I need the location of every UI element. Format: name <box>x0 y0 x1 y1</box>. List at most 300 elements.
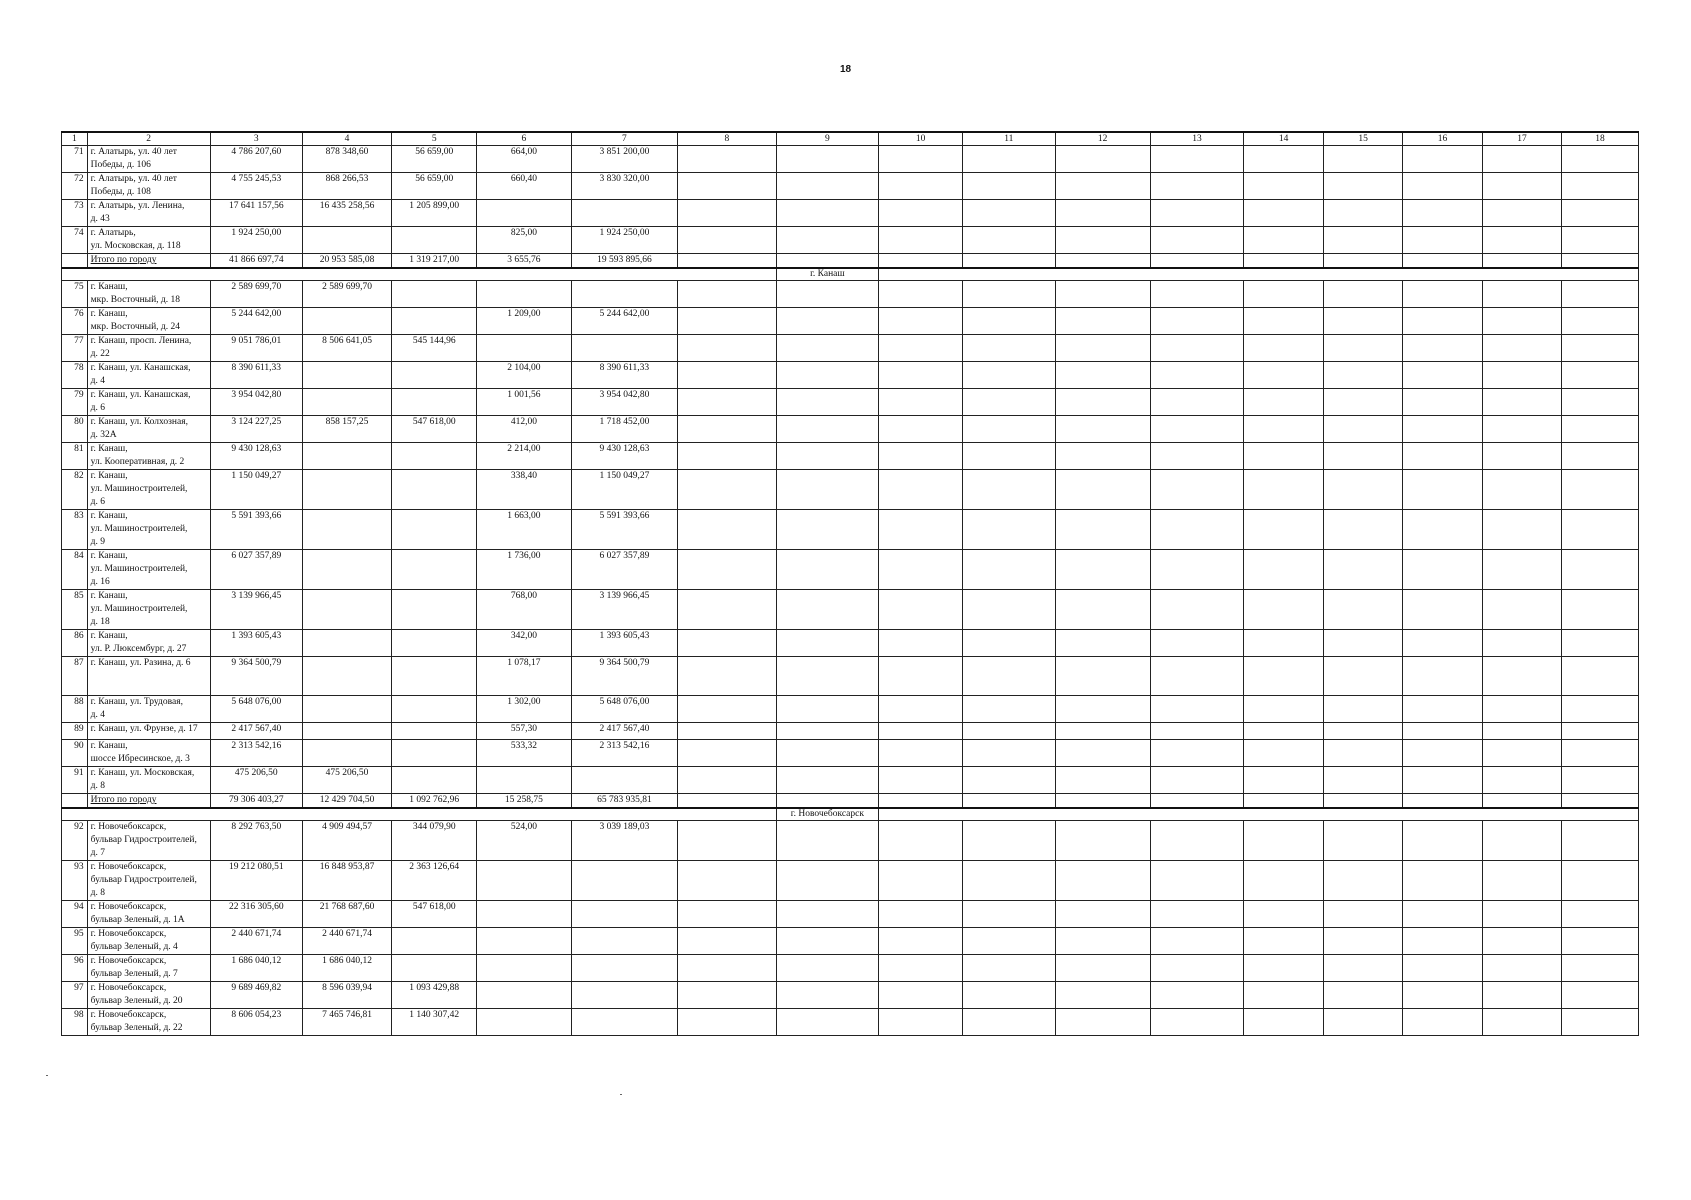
empty-cell <box>963 955 1055 982</box>
empty-cell <box>1055 861 1150 901</box>
empty-cell <box>678 590 776 630</box>
empty-cell <box>776 308 879 335</box>
value-cell-c7: 3 039 189,03 <box>571 821 678 861</box>
value-cell-c7: 1 924 250,00 <box>571 227 678 254</box>
address-cell: г. Канаш, ул. Разина, д. 6 <box>87 657 210 696</box>
empty-cell <box>879 590 963 630</box>
empty-cell <box>879 389 963 416</box>
value-cell-c7 <box>571 955 678 982</box>
empty-cell <box>1055 200 1150 227</box>
value-cell-c3: 5 591 393,66 <box>210 510 302 550</box>
empty-cell <box>879 510 963 550</box>
empty-cell <box>963 550 1055 590</box>
address-cell: г. Алатырь, ул. 40 лет Победы, д. 108 <box>87 173 210 200</box>
value-cell-c3: 1 393 605,43 <box>210 630 302 657</box>
empty-cell <box>776 362 879 389</box>
total-label: Итого по городу <box>87 254 210 269</box>
value-cell-c3: 9 051 786,01 <box>210 335 302 362</box>
row-number: 72 <box>62 173 88 200</box>
table-row <box>62 389 1639 416</box>
value-cell-c5: 344 079,90 <box>392 821 477 861</box>
empty-cell <box>1150 861 1243 901</box>
empty-cell <box>1483 335 1562 362</box>
value-cell-c7: 6 027 357,89 <box>571 550 678 590</box>
empty-cell <box>1150 173 1243 200</box>
empty-cell <box>879 723 963 740</box>
value-cell-c5 <box>392 657 477 696</box>
empty-cell <box>1150 723 1243 740</box>
empty-cell <box>1561 982 1638 1009</box>
value-cell-c7 <box>571 1009 678 1036</box>
value-cell-c3: 475 206,50 <box>210 767 302 794</box>
empty-cell <box>879 443 963 470</box>
value-cell-c3: 19 212 080,51 <box>210 861 302 901</box>
empty-cell <box>776 227 879 254</box>
value-cell-c4 <box>302 723 391 740</box>
empty-cell <box>963 200 1055 227</box>
empty-cell <box>1403 723 1483 740</box>
column-number-cell: 17 <box>1483 132 1562 146</box>
value-cell-c7: 65 783 935,81 <box>571 794 678 809</box>
empty-cell <box>1055 821 1150 861</box>
empty-cell <box>1483 821 1562 861</box>
empty-cell <box>776 443 879 470</box>
empty-cell <box>678 227 776 254</box>
city-section-row <box>62 268 1639 281</box>
empty-cell <box>1150 362 1243 389</box>
row-number: 78 <box>62 362 88 389</box>
empty-cell <box>1324 308 1403 335</box>
empty-cell <box>1324 146 1403 173</box>
value-cell-c3: 4 755 245,53 <box>210 173 302 200</box>
value-cell-c7 <box>571 767 678 794</box>
empty-cell <box>1244 723 1324 740</box>
value-cell-c6: 338,40 <box>477 470 571 510</box>
empty-cell <box>1150 657 1243 696</box>
empty-cell <box>1324 901 1403 928</box>
empty-cell <box>1324 443 1403 470</box>
empty-cell <box>1150 928 1243 955</box>
empty-cell <box>1244 794 1324 809</box>
empty-cell <box>1403 590 1483 630</box>
value-cell-c5 <box>392 928 477 955</box>
empty-cell <box>1244 821 1324 861</box>
value-cell-c7 <box>571 861 678 901</box>
empty-cell <box>1561 1009 1638 1036</box>
empty-cell <box>1055 550 1150 590</box>
address-cell: г. Новочебоксарск, бульвар Зеленый, д. 22 <box>87 1009 210 1036</box>
value-cell-c7: 5 244 642,00 <box>571 308 678 335</box>
empty-cell <box>678 389 776 416</box>
empty-cell <box>1483 173 1562 200</box>
empty-cell <box>1403 389 1483 416</box>
empty-cell <box>1483 146 1562 173</box>
empty-cell <box>1561 470 1638 510</box>
empty-cell <box>1403 416 1483 443</box>
empty-cell <box>1483 443 1562 470</box>
empty-cell <box>1244 928 1324 955</box>
value-cell-c4 <box>302 227 391 254</box>
empty-cell <box>963 767 1055 794</box>
value-cell-c3: 2 417 567,40 <box>210 723 302 740</box>
empty-cell <box>678 955 776 982</box>
column-number-cell: 7 <box>571 132 678 146</box>
empty-cell <box>1483 794 1562 809</box>
empty-cell <box>1055 335 1150 362</box>
value-cell-c5 <box>392 696 477 723</box>
empty-cell <box>678 416 776 443</box>
empty-cell <box>1483 590 1562 630</box>
empty-cell <box>1561 443 1638 470</box>
empty-cell <box>963 335 1055 362</box>
page-number: 18 <box>839 64 852 75</box>
value-cell-c3: 3 139 966,45 <box>210 590 302 630</box>
empty-cell <box>1324 794 1403 809</box>
empty-cell <box>678 550 776 590</box>
empty-cell <box>1055 794 1150 809</box>
value-cell-c3: 1 150 049,27 <box>210 470 302 510</box>
value-cell-c5 <box>392 389 477 416</box>
table-row <box>62 982 1639 1009</box>
empty-cell <box>1150 590 1243 630</box>
empty-cell <box>678 982 776 1009</box>
column-number-cell: 6 <box>477 132 571 146</box>
empty-cell <box>1561 821 1638 861</box>
empty-cell <box>879 696 963 723</box>
value-cell-c6: 664,00 <box>477 146 571 173</box>
empty-cell <box>1324 200 1403 227</box>
empty-cell <box>776 821 879 861</box>
empty-cell <box>1483 470 1562 510</box>
value-cell-c7: 3 851 200,00 <box>571 146 678 173</box>
table-row <box>62 227 1639 254</box>
value-cell-c6: 1 302,00 <box>477 696 571 723</box>
empty-cell <box>1403 550 1483 590</box>
empty-cell <box>963 928 1055 955</box>
value-cell-c7: 9 430 128,63 <box>571 443 678 470</box>
empty-cell <box>678 821 776 861</box>
value-cell-c5: 547 618,00 <box>392 416 477 443</box>
column-number-cell: 1 <box>62 132 88 146</box>
value-cell-c4: 8 596 039,94 <box>302 982 391 1009</box>
value-cell-c5 <box>392 955 477 982</box>
value-cell-c5: 56 659,00 <box>392 173 477 200</box>
value-cell-c5 <box>392 550 477 590</box>
value-cell-c5 <box>392 767 477 794</box>
empty-cell <box>1244 227 1324 254</box>
empty-cell <box>776 146 879 173</box>
value-cell-c7 <box>571 335 678 362</box>
empty-cell <box>1403 955 1483 982</box>
empty-cell <box>1561 696 1638 723</box>
empty-cell <box>1055 389 1150 416</box>
row-number: 85 <box>62 590 88 630</box>
empty-cell <box>879 955 963 982</box>
empty-cell <box>1055 901 1150 928</box>
empty-cell <box>678 740 776 767</box>
empty-cell <box>1055 928 1150 955</box>
address-cell: г. Канаш, ул. Канашская, д. 6 <box>87 389 210 416</box>
value-cell-c6: 1 001,56 <box>477 389 571 416</box>
value-cell-c5: 1 093 429,88 <box>392 982 477 1009</box>
row-number: 87 <box>62 657 88 696</box>
empty-cell <box>678 928 776 955</box>
empty-cell <box>1244 335 1324 362</box>
value-cell-c5: 56 659,00 <box>392 146 477 173</box>
empty-cell <box>1403 281 1483 308</box>
value-cell-c6 <box>477 335 571 362</box>
empty-cell <box>1055 443 1150 470</box>
row-number: 90 <box>62 740 88 767</box>
value-cell-c3: 41 866 697,74 <box>210 254 302 269</box>
value-cell-c6: 533,32 <box>477 740 571 767</box>
empty-cell <box>963 1009 1055 1036</box>
empty-cell <box>1324 227 1403 254</box>
empty-cell <box>1055 590 1150 630</box>
empty-cell <box>678 254 776 269</box>
empty-cell <box>1324 281 1403 308</box>
empty-cell <box>1055 470 1150 510</box>
empty-cell <box>678 510 776 550</box>
empty-cell <box>62 808 777 821</box>
empty-cell <box>879 281 963 308</box>
empty-cell <box>678 767 776 794</box>
empty-cell <box>963 901 1055 928</box>
empty-cell <box>1483 955 1562 982</box>
empty-cell <box>879 657 963 696</box>
value-cell-c5 <box>392 740 477 767</box>
value-cell-c6 <box>477 200 571 227</box>
value-cell-c4: 4 909 494,57 <box>302 821 391 861</box>
city-name: г. Канаш <box>776 268 879 281</box>
empty-cell <box>1403 308 1483 335</box>
value-cell-c5: 1 140 307,42 <box>392 1009 477 1036</box>
empty-cell <box>1055 657 1150 696</box>
table-row <box>62 550 1639 590</box>
empty-cell <box>1403 200 1483 227</box>
value-cell-c6: 15 258,75 <box>477 794 571 809</box>
empty-cell <box>1244 362 1324 389</box>
empty-cell <box>963 443 1055 470</box>
empty-cell <box>1055 281 1150 308</box>
empty-cell <box>1561 389 1638 416</box>
value-cell-c7 <box>571 982 678 1009</box>
row-number <box>62 254 88 269</box>
empty-cell <box>1150 767 1243 794</box>
empty-cell <box>1561 200 1638 227</box>
empty-cell <box>678 308 776 335</box>
empty-cell <box>1150 254 1243 269</box>
table-row <box>62 861 1639 901</box>
value-cell-c4 <box>302 550 391 590</box>
empty-cell <box>1561 723 1638 740</box>
column-number-cell: 2 <box>87 132 210 146</box>
table-row <box>62 510 1639 550</box>
value-cell-c4: 16 435 258,56 <box>302 200 391 227</box>
value-cell-c3: 79 306 403,27 <box>210 794 302 809</box>
address-cell: г. Новочебоксарск, бульвар Зеленый, д. 20 <box>87 982 210 1009</box>
empty-cell <box>1403 254 1483 269</box>
empty-cell <box>1403 146 1483 173</box>
empty-cell <box>1244 982 1324 1009</box>
empty-cell <box>776 630 879 657</box>
empty-cell <box>1324 1009 1403 1036</box>
empty-cell <box>879 982 963 1009</box>
value-cell-c6 <box>477 281 571 308</box>
empty-cell <box>678 146 776 173</box>
value-cell-c4: 2 589 699,70 <box>302 281 391 308</box>
value-cell-c4: 2 440 671,74 <box>302 928 391 955</box>
empty-cell <box>1403 794 1483 809</box>
value-cell-c6: 557,30 <box>477 723 571 740</box>
value-cell-c3: 8 390 611,33 <box>210 362 302 389</box>
value-cell-c3: 17 641 157,56 <box>210 200 302 227</box>
address-cell: г. Канаш, ул. Трудовая, д. 4 <box>87 696 210 723</box>
empty-cell <box>963 362 1055 389</box>
empty-cell <box>1244 955 1324 982</box>
address-cell: г. Канаш, ул. Фрунзе, д. 17 <box>87 723 210 740</box>
value-cell-c7: 3 954 042,80 <box>571 389 678 416</box>
empty-cell <box>1561 630 1638 657</box>
row-number: 96 <box>62 955 88 982</box>
empty-cell <box>1150 443 1243 470</box>
table-row <box>62 821 1639 861</box>
empty-cell <box>1483 982 1562 1009</box>
empty-cell <box>1055 510 1150 550</box>
value-cell-c6 <box>477 901 571 928</box>
table-body <box>62 132 1639 1036</box>
empty-cell <box>776 200 879 227</box>
address-cell: г. Канаш, ул. Кооперативная, д. 2 <box>87 443 210 470</box>
value-cell-c7: 1 718 452,00 <box>571 416 678 443</box>
empty-cell <box>1324 550 1403 590</box>
value-cell-c6 <box>477 767 571 794</box>
empty-cell <box>678 362 776 389</box>
empty-cell <box>1150 308 1243 335</box>
table-row <box>62 173 1639 200</box>
empty-cell <box>678 281 776 308</box>
empty-cell <box>776 281 879 308</box>
value-cell-c3: 4 786 207,60 <box>210 146 302 173</box>
value-cell-c3: 9 430 128,63 <box>210 443 302 470</box>
empty-cell <box>1561 335 1638 362</box>
empty-cell <box>1483 510 1562 550</box>
address-cell: г. Канаш, просп. Ленина, д. 22 <box>87 335 210 362</box>
empty-cell <box>1055 740 1150 767</box>
value-cell-c3: 3 124 227,25 <box>210 416 302 443</box>
empty-cell <box>1403 443 1483 470</box>
value-cell-c6: 342,00 <box>477 630 571 657</box>
value-cell-c6: 1 663,00 <box>477 510 571 550</box>
empty-cell <box>963 173 1055 200</box>
empty-cell <box>1244 416 1324 443</box>
city-section-row <box>62 808 1639 821</box>
address-cell: г. Алатырь, ул. Ленина, д. 43 <box>87 200 210 227</box>
register-table <box>61 131 1639 1036</box>
empty-cell <box>1150 281 1243 308</box>
value-cell-c4 <box>302 389 391 416</box>
value-cell-c4 <box>302 590 391 630</box>
empty-cell <box>1483 200 1562 227</box>
empty-cell <box>1150 416 1243 443</box>
empty-cell <box>1055 227 1150 254</box>
table-row <box>62 928 1639 955</box>
value-cell-c4 <box>302 696 391 723</box>
value-cell-c3: 5 244 642,00 <box>210 308 302 335</box>
empty-cell <box>1561 928 1638 955</box>
empty-cell <box>1150 955 1243 982</box>
empty-cell <box>776 794 879 809</box>
column-number-cell: 5 <box>392 132 477 146</box>
empty-cell <box>1403 173 1483 200</box>
column-number-cell: 12 <box>1055 132 1150 146</box>
empty-cell <box>1483 362 1562 389</box>
row-number: 80 <box>62 416 88 443</box>
empty-cell <box>963 308 1055 335</box>
empty-cell <box>1324 590 1403 630</box>
empty-cell <box>1244 470 1324 510</box>
row-number <box>62 794 88 809</box>
row-number: 94 <box>62 901 88 928</box>
empty-cell <box>1244 740 1324 767</box>
row-number: 98 <box>62 1009 88 1036</box>
empty-cell <box>963 470 1055 510</box>
empty-cell <box>776 982 879 1009</box>
empty-cell <box>1150 389 1243 416</box>
empty-cell <box>879 335 963 362</box>
table-row <box>62 1009 1639 1036</box>
value-cell-c6 <box>477 1009 571 1036</box>
empty-cell <box>776 657 879 696</box>
empty-cell <box>1055 173 1150 200</box>
value-cell-c4: 1 686 040,12 <box>302 955 391 982</box>
empty-cell <box>776 861 879 901</box>
empty-cell <box>1150 550 1243 590</box>
empty-cell <box>963 861 1055 901</box>
value-cell-c3: 3 954 042,80 <box>210 389 302 416</box>
empty-cell <box>1244 1009 1324 1036</box>
empty-cell <box>963 794 1055 809</box>
empty-cell <box>879 200 963 227</box>
empty-cell <box>1483 227 1562 254</box>
empty-cell <box>678 901 776 928</box>
empty-cell <box>879 227 963 254</box>
empty-cell <box>879 268 1639 281</box>
empty-cell <box>776 767 879 794</box>
value-cell-c4: 16 848 953,87 <box>302 861 391 901</box>
address-cell: г. Канаш, ул. Машиностроителей, д. 18 <box>87 590 210 630</box>
empty-cell <box>1483 657 1562 696</box>
empty-cell <box>1244 389 1324 416</box>
empty-cell <box>1150 335 1243 362</box>
empty-cell <box>1403 470 1483 510</box>
value-cell-c5 <box>392 630 477 657</box>
empty-cell <box>1244 630 1324 657</box>
column-number-cell: 8 <box>678 132 776 146</box>
empty-cell <box>1483 416 1562 443</box>
value-cell-c7: 9 364 500,79 <box>571 657 678 696</box>
value-cell-c4 <box>302 630 391 657</box>
table-row <box>62 146 1639 173</box>
empty-cell <box>879 254 963 269</box>
empty-cell <box>678 723 776 740</box>
value-cell-c7: 5 648 076,00 <box>571 696 678 723</box>
empty-cell <box>963 590 1055 630</box>
empty-cell <box>776 416 879 443</box>
empty-cell <box>678 1009 776 1036</box>
empty-cell <box>1055 955 1150 982</box>
value-cell-c7 <box>571 901 678 928</box>
